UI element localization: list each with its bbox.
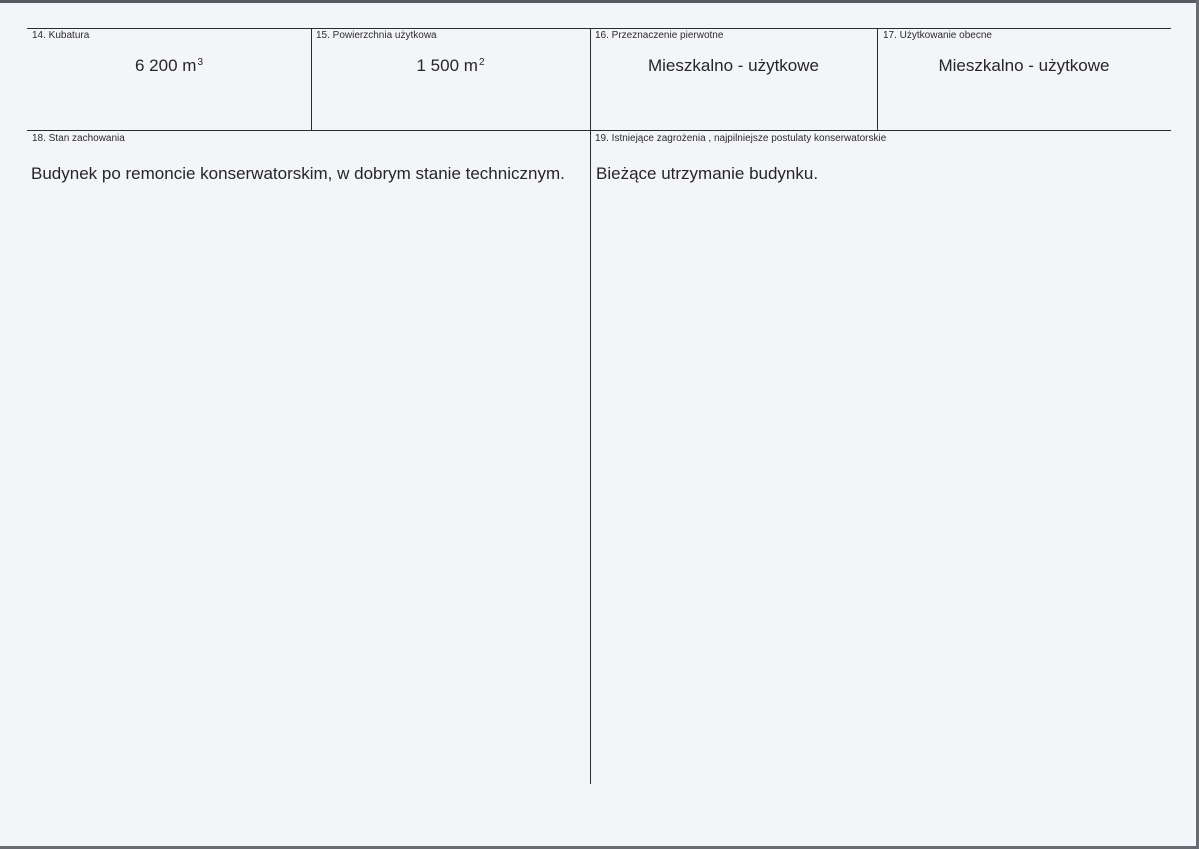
powierzchnia-unit-exponent: 2: [478, 57, 485, 68]
powierzchnia-value: [311, 56, 590, 76]
divider-16-17: [877, 28, 878, 130]
row1-bottom-border: [27, 130, 1171, 131]
kubatura-value: [27, 56, 311, 76]
zagrozenia-label: 19. Istniejące zagrożenia , najpilniejsze postulaty konserwatorskie: [595, 133, 887, 144]
uzytkowanie-label: 17. Użytkowanie obecne: [883, 30, 992, 41]
kubatura-number: 6 200 m: [135, 56, 197, 75]
divider-main: [590, 28, 591, 784]
scan-top-edge: [0, 0, 1199, 3]
zagrozenia-text: Bieżące utrzymanie budynku.: [596, 164, 819, 183]
uzytkowanie-value: Mieszkalno - użytkowe: [938, 56, 1110, 75]
stan-zachowania-text: Budynek po remoncie konserwatorskim, w dobrym stanie technicznym.: [31, 164, 565, 183]
stan-zachowania-label: 18. Stan zachowania: [32, 133, 125, 144]
kubatura-unit-exponent: 3: [197, 57, 203, 68]
powierzchnia-label: 15. Powierzchnia użytkowa: [316, 30, 437, 41]
przeznaczenie-label: 16. Przeznaczenie pierwotne: [595, 30, 724, 41]
kubatura-label: 14. Kubatura: [32, 30, 90, 41]
przeznaczenie-value: Mieszkalno - użytkowe: [647, 56, 819, 75]
divider-14-15: [311, 28, 312, 130]
powierzchnia-number: 1 500 m: [416, 56, 478, 75]
row1-top-border: [27, 28, 1171, 29]
